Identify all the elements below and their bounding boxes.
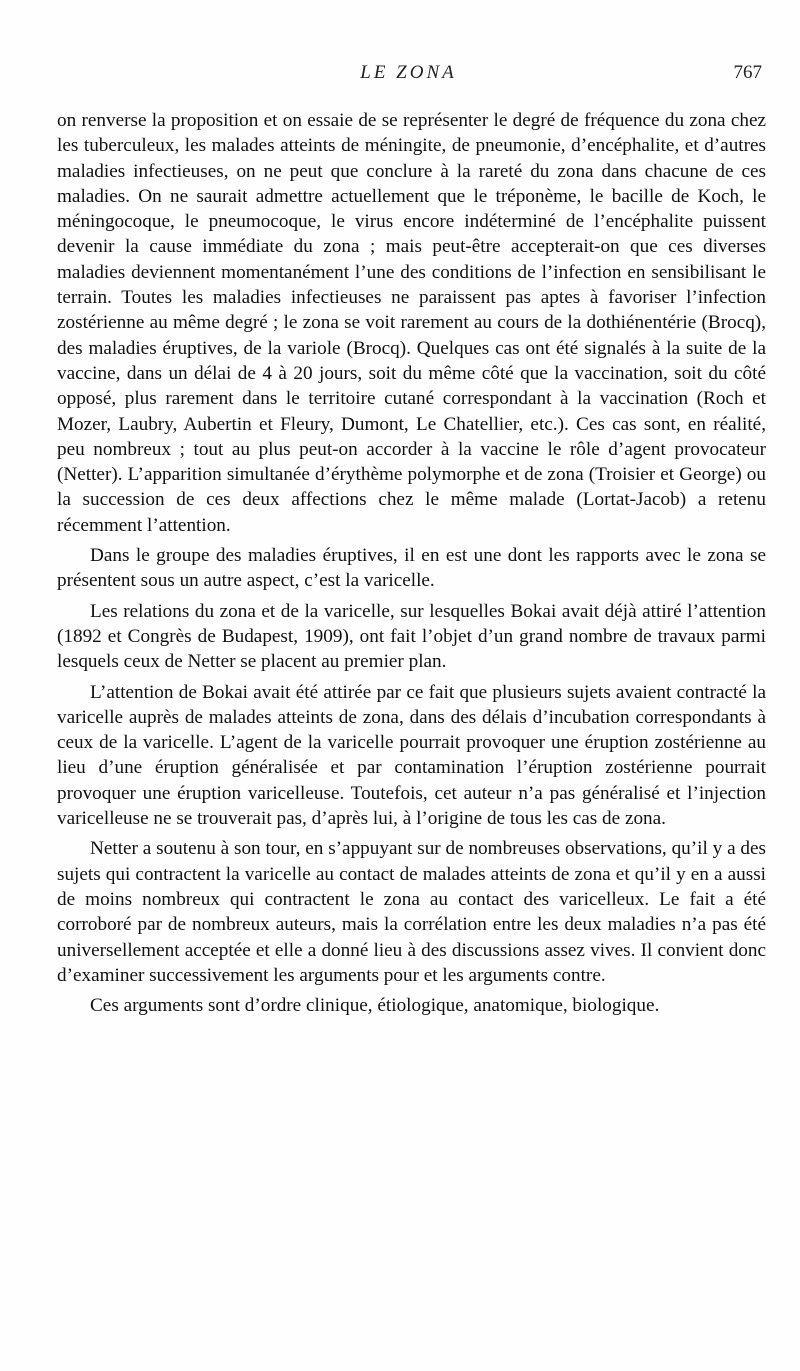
paragraph: on renverse la proposition et on essaie de se représenter le degré de fréquence du zona chez les tuberculeux, les malades atteints de méningite, de pneumonie, d’encéphalite, et d’autres maladies infectieuses, on ne peut que conclure à la rareté du zona dans chacune de ces maladies. On ne saurait admettre actuellement que le tréponème, le bacille de Koch, le méningocoque, le pneumocoque, le virus encore indéterminé de l’encéphalite puissent devenir la cause immédiate du zona ; mais peut-être accepterait-on que ces diverses maladies deviennent momentanément l’une des conditions de l’infection en sensibilisant le terrain. Toutes les maladies infectieuses ne paraissent pas aptes à favoriser l’infection zostérienne au même degré ; le zona se voit rarement au cours de la dothiénentérie (Brocq), des maladies éruptives, de la variole (Brocq). Quelques cas ont été signalés à la suite de la vaccine, dans un délai de 4 à 20 jours, soit du même côté que la vaccination, soit du côté opposé, plus rarement dans le territoire cutané correspondant à la vaccination (Roch et Mozer, Laubry, Aubertin et Fleury, Dumont, Le Chatellier, etc.). Ces cas sont, en réalité, peu nombreux ; tout au plus peut-on accorder à la vaccine le rôle d’agent provocateur (Netter). L’apparition simultanée d’érythème polymorphe et de zona (Troisier et George) ou la succession de ces deux affections chez le même malade (Lortat-Jacob) a retenu récemment l’attention. xyxy=(57,110,766,536)
page-number: 767 xyxy=(733,62,762,83)
paragraph: Netter a soutenu à son tour, en s’appuyant sur de nombreuses observations, qu’il y a des sujets qui contractent la varicelle au contact de malades atteints de zona et qu’il y en a aussi de moins nombreux qui contractent le zona au contact des varicelleux. Le fait a été corroboré par de nombreux auteurs, mais la corrélation entre les deux maladies n’a pas été universellement acceptée et elle a donné lieu à des discussions assez vives. Il convient donc d’examiner successivement les arguments pour et les arguments contre. xyxy=(57,838,766,986)
running-head xyxy=(55,62,762,90)
body-text xyxy=(57,108,766,1018)
paragraph: L’attention de Bokai avait été attirée par ce fait que plusieurs sujets avaient contracté la varicelle auprès de malades atteints de zona, dans des délais d’incubation correspondants à ceux de la varicelle. L’agent de la varicelle pourrait provoquer une éruption zostérienne au lieu d’une éruption généralisée et par contamination l’éruption zostérienne pourrait provoquer une éruption varicelleuse. Toutefois, cet auteur n’a pas généralisé et l’injection varicelleuse ne se trouverait pas, d’après lui, à l’origine de tous les cas de zona. xyxy=(57,681,766,830)
running-title: LE ZONA xyxy=(360,62,457,83)
paragraph: Dans le groupe des maladies éruptives, il en est une dont les rapports avec le zona se présentent sous un autre aspect, c’est la varicelle. xyxy=(57,545,766,592)
paragraph: Ces arguments sont d’ordre clinique, étiologique, anatomique, biologique. xyxy=(90,995,660,1017)
paragraph: Les relations du zona et de la varicelle, sur lesquelles Bokai avait déjà attiré l’attention (1892 et Congrès de Budapest, 1909), ont fait l’objet d’un grand nombre de travaux parmi lesquels ceux de Netter se placent au premier plan. xyxy=(57,600,766,673)
